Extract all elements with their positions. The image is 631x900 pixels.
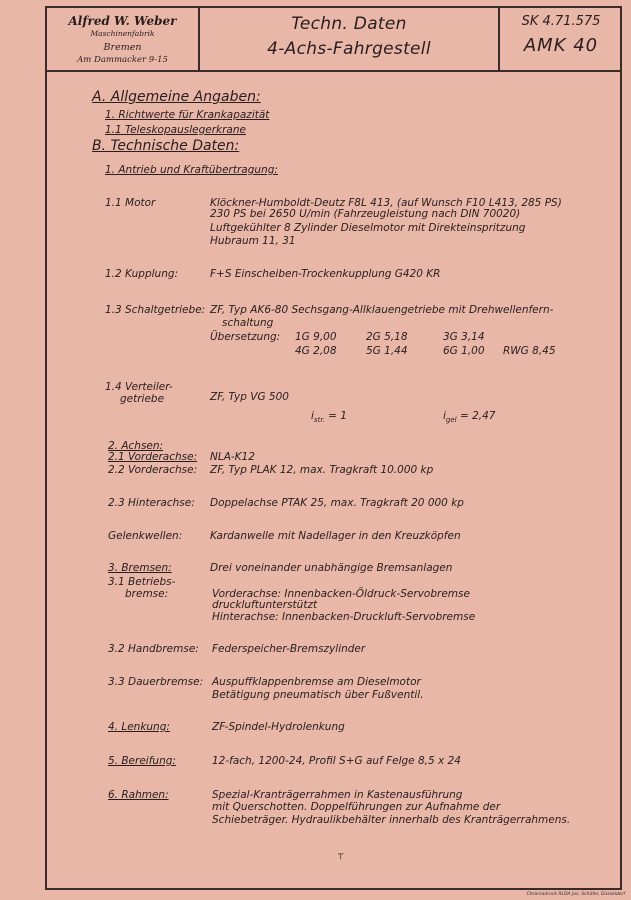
company-city: Bremen (103, 42, 142, 53)
document-number: SK 4.71.575 (521, 14, 601, 29)
verteiler-label-1: 1.4 Verteiler- (105, 381, 173, 393)
betriebsbremse-line-2: druckluftunterstützt (212, 599, 318, 611)
lenkung-value: ZF-Spindel-Hydrolenkung (212, 721, 345, 733)
ratio-i-gel-value: = 2,47 (459, 410, 496, 422)
kupplung-value: F+S Einscheiben-Trockenkupplung G420 KR (210, 268, 441, 280)
gear-2-ratio: 2G 5,18 (366, 331, 408, 343)
motor-line-2: 230 PS bei 2650 U/min (Fahrzeugleistung nach DIN 70020) (210, 208, 521, 220)
gear-4-ratio: 4G 2,08 (295, 345, 337, 357)
dauerbremse-line-1: Auspuffklappenbremse am Dieselmotor (212, 676, 421, 688)
title-block (200, 8, 500, 70)
vorderachse-2-value: ZF, Typ PLAK 12, max. Tragkraft 10.000 kp (210, 464, 434, 476)
motor-line-1: Klöckner-Humboldt-Deutz F8L 413, (auf Wunsch F10 L413, 285 PS) (210, 197, 562, 209)
dauerbremse-label: 3.3 Dauerbremse: (108, 676, 204, 688)
company-name: Alfred W. Weber (68, 14, 177, 28)
reverse-gear-ratio: RWG 8,45 (503, 345, 556, 357)
dauerbremse-line-2: Betätigung pneumatisch über Fußventil. (212, 689, 424, 701)
section-a-item-2: 1.1 Teleskopauslegerkrane (105, 124, 246, 136)
ratio-i-gel-symbol: i (443, 410, 446, 422)
company-block (47, 8, 200, 70)
betriebsbremse-line-3: Hinterachse: Innenbacken-Druckluft-Servobremse (212, 611, 476, 623)
ratio-i-gel (443, 410, 495, 426)
motor-line-3: Luftgekühlter 8 Zylinder Dieselmotor mit Direkteinspritzung (210, 222, 526, 234)
ratio-i-gel-subscript: gel (445, 416, 457, 425)
handbremse-value: Federspeicher-Bremszylinder (212, 643, 366, 655)
ratio-i-str-subscript: str. (313, 416, 325, 425)
rahmen-line-1: Spezial-Kranträgerrahmen in Kastenausführung (212, 789, 463, 801)
bremsen-heading: 3. Bremsen: (108, 562, 172, 574)
ratio-i-str-value: = 1 (328, 410, 347, 422)
vorderachse-1-value: NLA-K12 (210, 451, 255, 463)
ratio-label: Übersetzung: (210, 331, 281, 343)
verteiler-value: ZF, Typ VG 500 (210, 391, 289, 403)
model-block (500, 8, 622, 70)
betriebsbremse-line-1: Vorderachse: Innenbacken-Öldruck-Servobremse (212, 588, 470, 600)
company-street: Am Dammacker 9-15 (77, 55, 168, 65)
kupplung-label: 1.2 Kupplung: (105, 268, 179, 280)
header-table (47, 8, 620, 72)
vorderachse-1-label: 2.1 Vorderachse: (108, 451, 198, 463)
gelenkwellen-value: Kardanwelle mit Nadellager in den Kreuzköpfen (210, 530, 461, 542)
ratio-i-str-symbol: i (311, 410, 314, 422)
bremsen-intro: Drei voneinander unabhängige Bremsanlagen (210, 562, 453, 574)
schaltgetriebe-label: 1.3 Schaltgetriebe: (105, 304, 206, 316)
gear-6-ratio: 6G 1,00 (443, 345, 485, 357)
section-b-heading: B. Technische Daten: (92, 138, 240, 154)
bereifung-label: 5. Bereifung: (108, 755, 176, 767)
motor-line-4: Hubraum 11, 31 (210, 235, 296, 247)
company-subtitle: Maschinenfabrik (90, 29, 155, 38)
section-a-item-1: 1. Richtwerte für Krankapazität (105, 109, 270, 121)
ratio-i-str (311, 410, 347, 426)
gear-3-ratio: 3G 3,14 (443, 331, 485, 343)
schaltgetriebe-line-2: schaltung (222, 317, 274, 329)
section-a-heading: A. Allgemeine Angaben: (92, 89, 261, 105)
rahmen-line-3: Schiebeträger. Hydraulikbehälter innerhalb des Kranträgerrahmens. (212, 814, 571, 826)
gelenkwellen-label: Gelenkwellen: (108, 530, 183, 542)
verteiler-label-2: getriebe (120, 393, 165, 405)
gear-5-ratio: 5G 1,44 (366, 345, 408, 357)
rahmen-line-2: mit Querschotten. Doppelführungen zur Aufnahme der (212, 801, 501, 813)
document-title: Techn. Daten (291, 14, 407, 34)
rahmen-label: 6. Rahmen: (108, 789, 169, 801)
document-subtitle: 4-Achs-Fahrgestell (267, 39, 431, 59)
betriebsbremse-label-1: 3.1 Betriebs- (108, 576, 176, 588)
schaltgetriebe-line-1: ZF, Typ AK6-80 Sechsgang-Allklauengetriebe mit Drehwellenfern- (210, 304, 554, 316)
vorderachse-2-label: 2.2 Vorderachse: (108, 464, 198, 476)
hinterachse-value: Doppelachse PTAK 25, max. Tragkraft 20 000 kp (210, 497, 464, 509)
betriebsbremse-label-2: bremse: (125, 588, 169, 600)
bereifung-value: 12-fach, 1200-24, Profil S+G auf Felge 8,5 x 24 (212, 755, 461, 767)
motor-label: 1.1 Motor (105, 197, 156, 209)
achsen-heading: 2. Achsen: (108, 440, 164, 452)
hinterachse-label: 2.3 Hinterachse: (108, 497, 195, 509)
lenkung-label: 4. Lenkung: (108, 721, 170, 733)
model-name: AMK 40 (523, 35, 599, 56)
page-mark: ┬ (338, 850, 344, 860)
printer-credit: Chromadruck RLDA Jos. Schäfer, Düsseldorf (526, 892, 625, 897)
gear-1-ratio: 1G 9,00 (295, 331, 337, 343)
handbremse-label: 3.2 Handbremse: (108, 643, 199, 655)
section-b-subheading: 1. Antrieb und Kraftübertragung: (105, 164, 278, 176)
